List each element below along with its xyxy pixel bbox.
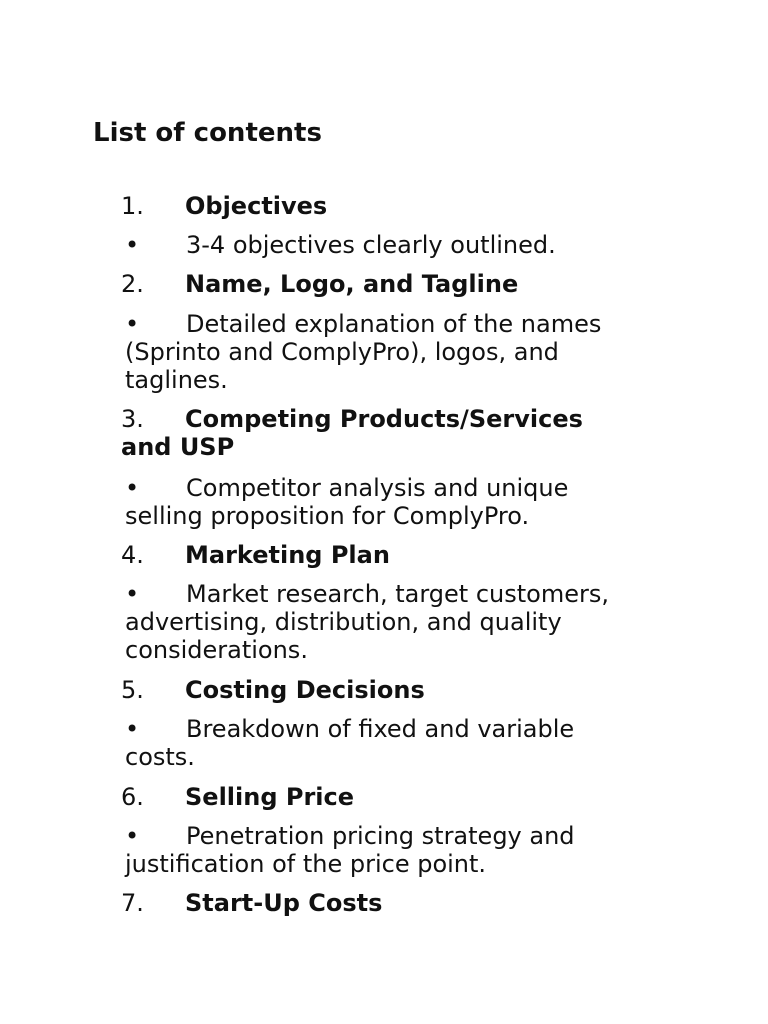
bullet-icon: • <box>125 822 140 850</box>
list-item-number: 3. <box>121 405 144 433</box>
list-item-detail <box>125 231 556 259</box>
list-item-number: 7. <box>121 889 144 917</box>
list-item-heading-text: Name, Logo, and Tagline <box>185 270 519 298</box>
list-item-heading <box>121 676 425 704</box>
list-item-detail-text: Competitor analysis and unique <box>186 474 569 502</box>
list-item-heading-text: Competing Products/Services <box>185 405 583 433</box>
list-item-heading-text: Costing Decisions <box>185 676 425 704</box>
list-item-heading-text: Start-Up Costs <box>185 889 383 917</box>
list-item-number: 4. <box>121 541 144 569</box>
page-title: List of contents <box>93 118 322 148</box>
list-item-detail <box>125 310 601 338</box>
list-item-heading <box>121 783 354 811</box>
list-item-heading <box>121 541 390 569</box>
bullet-icon: • <box>125 580 140 608</box>
bullet-icon: • <box>125 231 140 259</box>
bullet-icon: • <box>125 474 140 502</box>
list-item-detail-continuation: considerations. <box>125 636 308 664</box>
list-item-heading-continuation: and USP <box>121 433 235 461</box>
list-item-detail-text: Detailed explanation of the names <box>186 310 602 338</box>
list-item-heading <box>121 405 583 433</box>
list-item-heading <box>121 889 382 917</box>
list-item-detail-text: Penetration pricing strategy and <box>186 822 575 850</box>
list-item-detail <box>125 715 574 743</box>
list-item-detail-continuation: justification of the price point. <box>125 850 487 878</box>
list-item-detail-continuation: taglines. <box>125 366 228 394</box>
list-item-number: 6. <box>121 783 144 811</box>
list-item-detail-text: Breakdown of fixed and variable <box>186 715 575 743</box>
list-item-number: 5. <box>121 676 144 704</box>
list-item-detail-continuation: selling proposition for ComplyPro. <box>125 502 530 530</box>
list-item-number: 1. <box>121 192 144 220</box>
list-item-heading-text: Marketing Plan <box>185 541 390 569</box>
list-item-heading-text: Objectives <box>185 192 328 220</box>
list-item-number: 2. <box>121 270 144 298</box>
list-item-detail <box>125 580 609 608</box>
list-item-detail-text: 3-4 objectives clearly outlined. <box>186 231 556 259</box>
list-item-detail-continuation: costs. <box>125 743 195 771</box>
list-item-heading-text: Selling Price <box>185 783 355 811</box>
bullet-icon: • <box>125 310 140 338</box>
list-item-heading <box>121 270 518 298</box>
bullet-icon: • <box>125 715 140 743</box>
list-item-detail <box>125 822 575 850</box>
list-item-detail-continuation: (Sprinto and ComplyPro), logos, and <box>125 338 559 366</box>
list-item-detail-continuation: advertising, distribution, and quality <box>125 608 562 636</box>
list-item-detail <box>125 474 568 502</box>
list-item-heading <box>121 192 327 220</box>
list-item-detail-text: Market research, target customers, <box>186 580 609 608</box>
